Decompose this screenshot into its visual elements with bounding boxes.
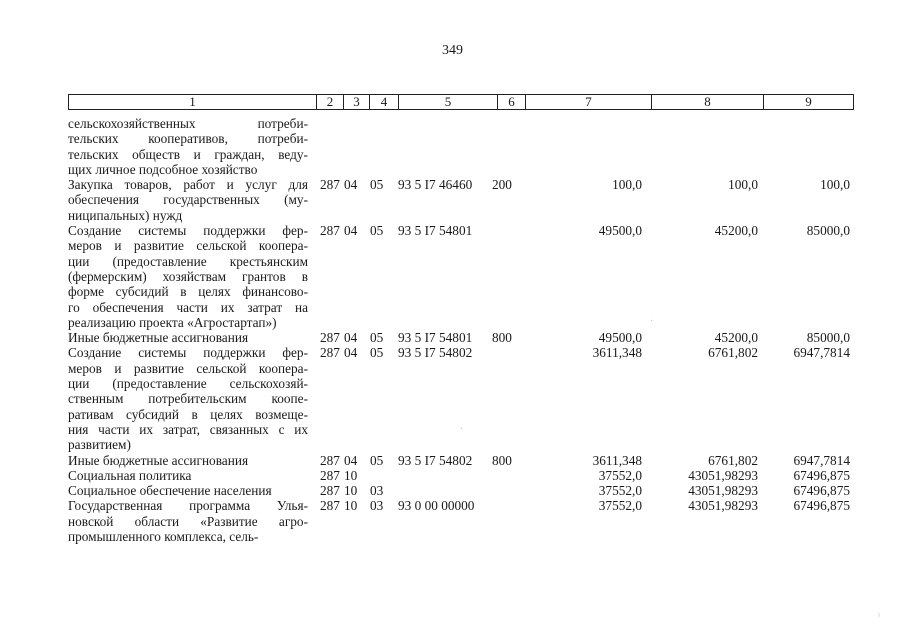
row-description (68, 453, 308, 468)
description-line: Государственная программа Улья- (68, 498, 308, 514)
header-col-2: 2 (317, 95, 344, 110)
header-col-9: 9 (764, 95, 854, 110)
cell-c9: 67496,875 (793, 483, 850, 499)
cell-c5: 93 5 I7 54801 (398, 223, 473, 239)
description-line: ции (предоставление крестьянским (68, 253, 308, 269)
cell-c4: 05 (370, 452, 384, 468)
header-col-8: 8 (652, 95, 764, 110)
header-col-3: 3 (344, 95, 370, 110)
cell-c7: 3611,348 (592, 452, 642, 468)
cell-c7: 49500,0 (598, 330, 642, 346)
header-col-4: 4 (370, 95, 399, 110)
table-row (68, 345, 858, 452)
header-col-5: 5 (399, 95, 498, 110)
cell-c7: 3611,348 (592, 345, 642, 361)
row-description (68, 223, 308, 330)
cell-c5: 93 5 I7 46460 (398, 177, 473, 193)
cell-c7: 49500,0 (598, 223, 642, 239)
cell-c5: 93 0 00 00000 (398, 498, 475, 514)
header-col-1: 1 (69, 95, 317, 110)
cell-c2: 287 (320, 498, 340, 514)
cell-c9: 85000,0 (806, 223, 850, 239)
header-col-7: 7 (526, 95, 652, 110)
description-line: форме субсидий в целях финансово- (68, 284, 308, 300)
description-line: го обеспечения части их затрат на (68, 299, 308, 315)
description-line: развитием) (68, 437, 131, 453)
cell-c9: 67496,875 (793, 467, 850, 483)
cell-c2: 287 (320, 330, 340, 346)
description-line: ниципальных) нужд (68, 207, 183, 223)
table-row (68, 468, 858, 483)
cell-c7: 100,0 (612, 177, 642, 193)
cell-c2: 287 (320, 177, 340, 193)
description-line: Социальное обеспечение населения (68, 483, 272, 499)
cell-c7: 37552,0 (598, 483, 642, 499)
cell-c3: 10 (344, 483, 358, 499)
cell-c4: 05 (370, 330, 384, 346)
scan-speck: · (460, 424, 464, 435)
cell-c6: 800 (492, 452, 512, 468)
cell-c4: 03 (370, 498, 384, 514)
table-row (68, 223, 858, 330)
table-row (68, 498, 858, 544)
row-description (68, 177, 308, 223)
table-row (68, 483, 858, 498)
cell-c2: 287 (320, 345, 340, 361)
table-row (68, 330, 858, 345)
description-line: меров и развитие сельской коопера- (68, 360, 308, 376)
cell-c3: 04 (344, 330, 358, 346)
cell-c8: 45200,0 (714, 223, 758, 239)
description-line: Иные бюджетные ассигнования (68, 330, 249, 346)
description-line: Создание системы поддержки фер- (68, 223, 308, 239)
cell-c5: 93 5 I7 54802 (398, 452, 473, 468)
cell-c4: 05 (370, 345, 384, 361)
cell-c5: 93 5 I7 54802 (398, 345, 473, 361)
row-description (68, 483, 308, 498)
description-line: сельскохозяйственных потреби- (68, 116, 308, 131)
header-col-6: 6 (498, 95, 526, 110)
cell-c4: 05 (370, 223, 384, 239)
cell-c9: 6947,7814 (793, 452, 850, 468)
description-line: тельских кооперативов, потреби- (68, 131, 308, 147)
cell-c3: 10 (344, 498, 358, 514)
cell-c5: 93 5 I7 54801 (398, 330, 473, 346)
cell-c8: 45200,0 (714, 330, 758, 346)
cell-c7: 37552,0 (598, 467, 642, 483)
cell-c7: 37552,0 (598, 498, 642, 514)
cell-c6: 800 (492, 330, 512, 346)
row-description (68, 468, 308, 483)
description-line: промышленного комплекса, сель- (68, 529, 259, 545)
table-row (68, 116, 858, 177)
row-description (68, 498, 308, 544)
description-line: меров и развитие сельской коопера- (68, 238, 308, 254)
description-line: новской области «Развитие агро- (68, 513, 308, 529)
cell-c3: 04 (344, 345, 358, 361)
row-description (68, 330, 308, 345)
page-number: 349 (442, 43, 463, 58)
description-line: Создание системы поддержки фер- (68, 345, 308, 361)
description-line: Социальная политика (68, 467, 192, 483)
cell-c8: 43051,98293 (688, 467, 758, 483)
row-description (68, 116, 308, 177)
row-description (68, 345, 308, 452)
cell-c8: 100,0 (728, 177, 758, 193)
description-line: (фермерским) хозяйствам грантов в (68, 268, 308, 284)
description-line: реализацию проекта «Агростартап») (68, 314, 277, 330)
cell-c8: 43051,98293 (688, 498, 758, 514)
cell-c9: 6947,7814 (793, 345, 850, 361)
cell-c6: 200 (492, 177, 512, 193)
description-line: ративам субсидий в целях возмеще- (68, 406, 308, 422)
description-line: ния части их затрат, связанных с их (68, 421, 308, 437)
table-header (68, 94, 854, 110)
cell-c8: 6761,802 (708, 452, 758, 468)
cell-c4: 05 (370, 177, 384, 193)
cell-c3: 04 (344, 223, 358, 239)
cell-c2: 287 (320, 467, 340, 483)
cell-c8: 6761,802 (708, 345, 758, 361)
description-line: тельских обществ и граждан, веду- (68, 146, 308, 162)
cell-c3: 04 (344, 452, 358, 468)
description-line: ции (предоставление сельскохозяй- (68, 376, 308, 392)
table-row (68, 177, 858, 223)
cell-c3: 04 (344, 177, 358, 193)
cell-c9: 100,0 (820, 177, 850, 193)
description-line: щих личное подсобное хозяйство (68, 161, 258, 177)
table-row (68, 453, 858, 468)
description-line: обеспечения государственных (му- (68, 192, 308, 208)
table-body (68, 116, 858, 544)
cell-c2: 287 (320, 452, 340, 468)
cell-c2: 287 (320, 483, 340, 499)
cell-c8: 43051,98293 (688, 483, 758, 499)
description-line: Закупка товаров, работ и услуг для (68, 177, 308, 193)
scan-speck: ⁱ (878, 612, 881, 623)
cell-c9: 67496,875 (793, 498, 850, 514)
description-line: ственным потребительским коопе- (68, 391, 308, 407)
description-line: Иные бюджетные ассигнования (68, 452, 249, 468)
cell-c2: 287 (320, 223, 340, 239)
cell-c3: 10 (344, 467, 358, 483)
cell-c9: 85000,0 (806, 330, 850, 346)
scan-speck: · (650, 316, 654, 327)
cell-c4: 03 (370, 483, 384, 499)
